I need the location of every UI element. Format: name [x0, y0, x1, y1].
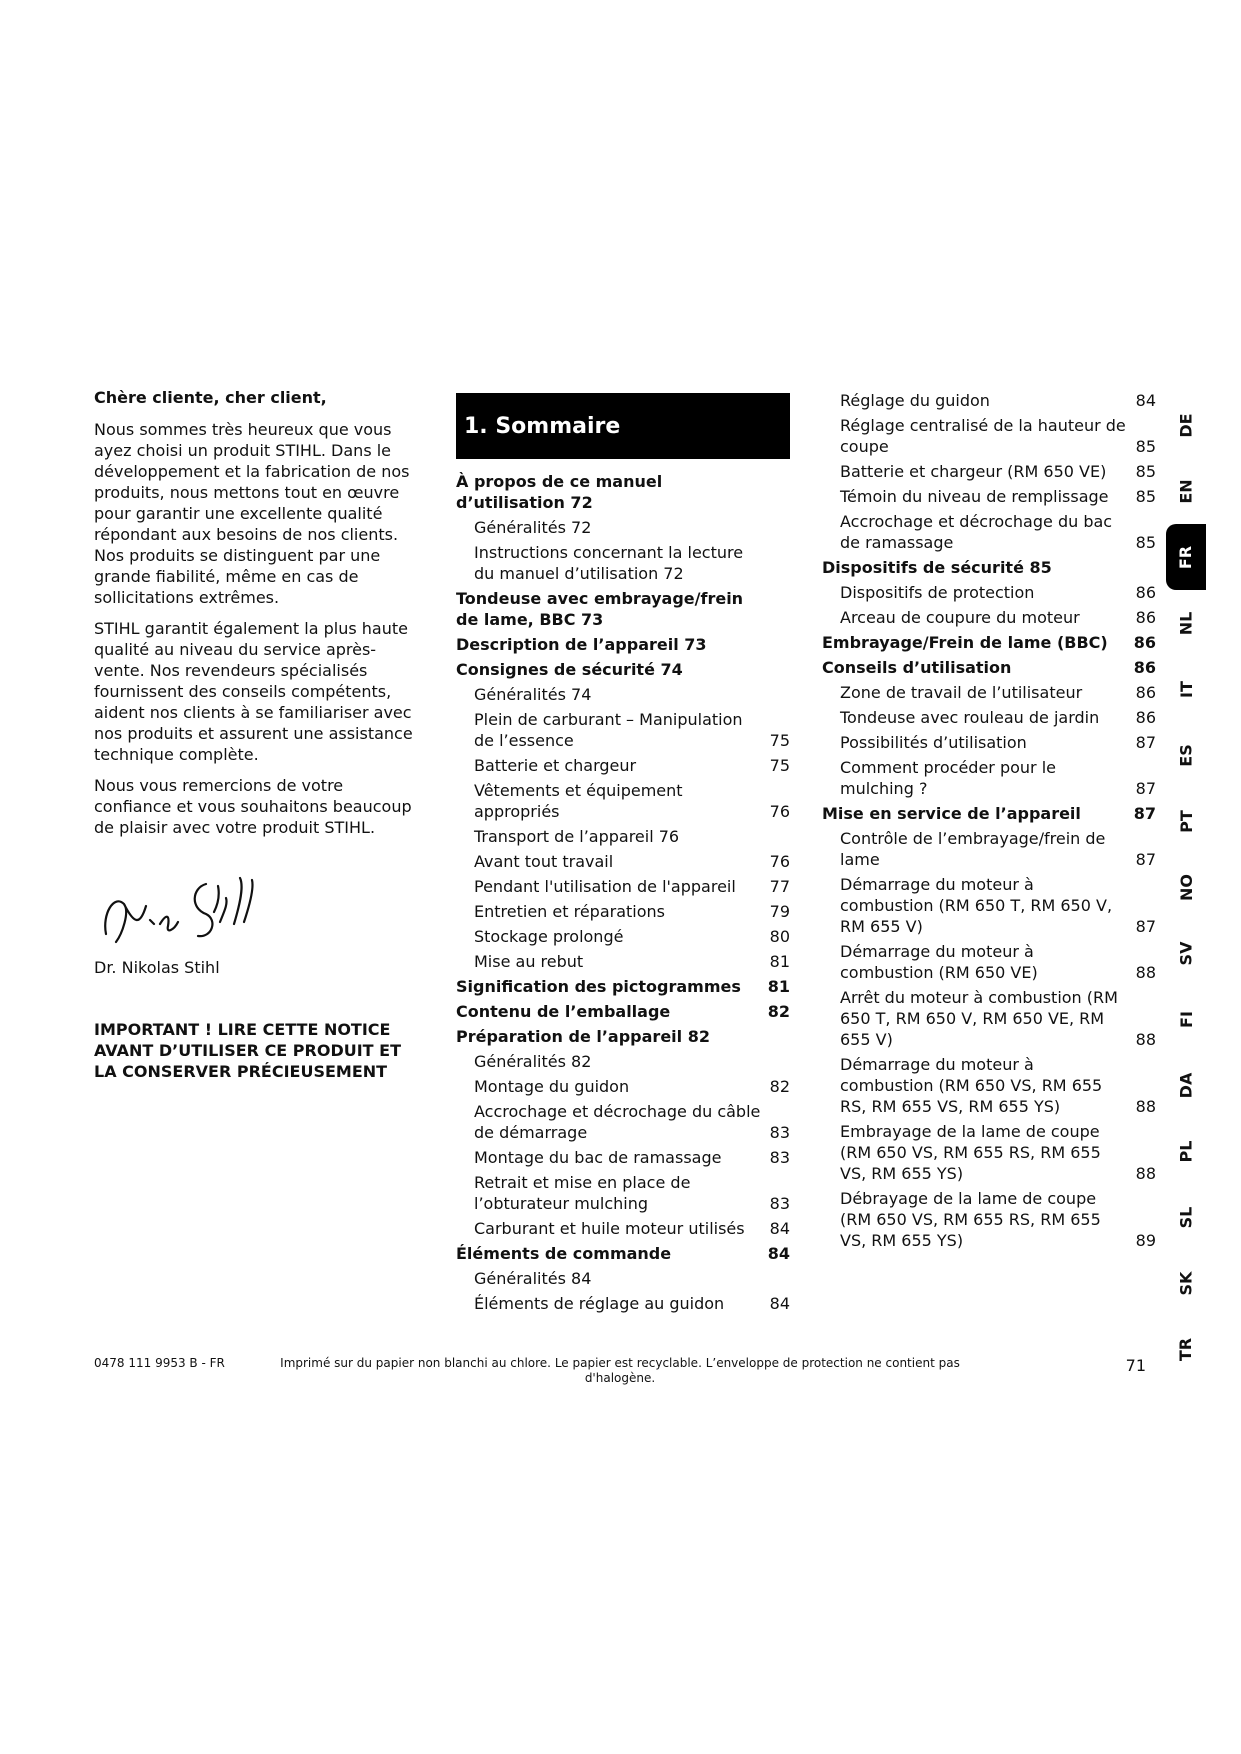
toc-entry[interactable]	[456, 517, 790, 538]
toc-entry-label: Retrait et mise en place de l’obturateur mulching	[474, 1173, 691, 1213]
toc-entry-page: 85	[1135, 462, 1156, 481]
toc-entry[interactable]	[456, 826, 790, 847]
language-tab-sv[interactable]	[1166, 920, 1206, 986]
language-tab-de[interactable]	[1166, 392, 1206, 458]
toc-entry-label: Accrochage et décrochage du bac de ramassage	[840, 512, 1113, 552]
toc-entry-label: Contrôle de l’embrayage/frein de lame	[840, 829, 1106, 869]
toc-entry-label: Conseils d’utilisation	[822, 658, 1012, 677]
language-tab-it[interactable]	[1166, 656, 1206, 722]
toc-entry-label: Entretien et réparations	[474, 902, 665, 921]
toc-entry-page: 77	[769, 877, 790, 896]
toc-entry[interactable]	[822, 390, 1156, 411]
letter-paragraph: Nous sommes très heureux que vous ayez choisi un produit STIHL. Dans le développement et la fabrication de nos produits, nous mettons tout en œuvre pour garantir une excellente qualité répondant aux besoins de nos clients. Nos produits se distinguent par une grande fiabilité, même en cas de sollicitations extrêmes.	[94, 420, 410, 607]
toc-entry-page: 79	[769, 902, 790, 921]
toc-entry[interactable]	[456, 709, 790, 751]
toc-entry-page: 87	[1135, 779, 1156, 798]
toc-entry-page: 86	[1135, 683, 1156, 702]
toc-entry-page: 84	[1135, 391, 1156, 410]
toc-entry[interactable]	[822, 874, 1156, 937]
toc-entry[interactable]	[456, 876, 790, 897]
toc-entry-page: 88	[1135, 1097, 1156, 1116]
toc-entry-page: 86	[1133, 658, 1156, 677]
toc-entry[interactable]	[822, 732, 1156, 753]
toc-entry-label: Mise au rebut	[474, 952, 584, 971]
language-tabs	[1166, 392, 1206, 1382]
language-tab-en[interactable]	[1166, 458, 1206, 524]
toc-entry-label: Stockage prolongé	[474, 927, 624, 946]
toc-entry[interactable]	[822, 1188, 1156, 1251]
document-code: 0478 111 9953 B - FR	[94, 1356, 225, 1370]
toc-entry[interactable]	[456, 1051, 790, 1072]
toc-entry-label: Transport de l’appareil 76	[474, 827, 680, 846]
toc-entry-page: 76	[769, 852, 790, 871]
toc-entry-label: Mise en service de l’appareil	[822, 804, 1081, 823]
language-tab-fr[interactable]	[1166, 524, 1206, 590]
toc-entry-page: 86	[1135, 608, 1156, 627]
toc-entry[interactable]	[456, 1076, 790, 1097]
toc-entry-label: Plein de carburant – Manipulation de l’essence	[474, 710, 743, 750]
toc-entry-label: Possibilités d’utilisation	[840, 733, 1027, 752]
toc-entry-page: 83	[769, 1123, 790, 1142]
toc-entry-label: Tondeuse avec rouleau de jardin	[840, 708, 1100, 727]
toc-entry[interactable]	[822, 415, 1156, 457]
toc-entry[interactable]	[822, 1121, 1156, 1184]
toc-entry[interactable]	[456, 780, 790, 822]
toc-entry-page: 86	[1133, 633, 1156, 652]
toc-entry-label: Réglage centralisé de la hauteur de coupe	[840, 416, 1126, 456]
language-tab-no[interactable]	[1166, 854, 1206, 920]
handwritten-signature	[94, 864, 264, 954]
toc-entry-label: Montage du guidon	[474, 1077, 630, 1096]
toc-entry[interactable]	[456, 1268, 790, 1289]
language-tab-label: SK	[1176, 1271, 1196, 1295]
language-tab-label: FR	[1176, 545, 1196, 569]
page-number: 71	[1125, 1356, 1146, 1375]
language-tab-label: DE	[1176, 412, 1196, 438]
toc-entry-label: Carburant et huile moteur utilisés	[474, 1219, 745, 1238]
toc-entry-page: 87	[1135, 733, 1156, 752]
toc-entry-page: 76	[769, 802, 790, 821]
toc-entry-label: Éléments de commande	[456, 1244, 672, 1263]
toc-title: 1. Sommaire	[456, 393, 790, 459]
toc-entry-label: Démarrage du moteur à combustion (RM 650 VE)	[840, 942, 1038, 982]
toc-entry[interactable]	[822, 657, 1156, 678]
signer-name: Dr. Nikolas Stihl	[94, 958, 220, 977]
language-tab-label: NO	[1176, 873, 1196, 901]
toc-entry[interactable]	[456, 851, 790, 872]
toc-column-1	[456, 393, 790, 1318]
language-tab-tr[interactable]	[1166, 1316, 1206, 1382]
language-tab-label: SV	[1176, 941, 1196, 965]
language-tab-sl[interactable]	[1166, 1184, 1206, 1250]
language-tab-nl[interactable]	[1166, 590, 1206, 656]
toc-entry-page: 82	[767, 1002, 790, 1021]
toc-entry-page: 86	[1135, 708, 1156, 727]
toc-entry-label: Généralités 82	[474, 1052, 592, 1071]
toc-entry-label: Montage du bac de ramassage	[474, 1148, 722, 1167]
toc-entry-label: Embrayage de la lame de coupe (RM 650 VS, RM 655 RS, RM 655 VS, RM 655 YS)	[840, 1122, 1101, 1183]
toc-entry[interactable]	[822, 682, 1156, 703]
toc-entry-page: 89	[1135, 1231, 1156, 1250]
toc-entry-label: Contenu de l’emballage	[456, 1002, 671, 1021]
toc-entry-label: Arrêt du moteur à combustion (RM 650 T, RM 650 V, RM 650 VE, RM 655 V)	[840, 988, 1118, 1049]
toc-entry-page: 85	[1135, 533, 1156, 552]
toc-entry-label: Pendant l'utilisation de l'appareil	[474, 877, 736, 896]
toc-entry[interactable]	[456, 684, 790, 705]
toc-entry-label: Signification des pictogrammes	[456, 977, 741, 996]
toc-entry[interactable]	[456, 1172, 790, 1214]
toc-entry-label: Démarrage du moteur à combustion (RM 650 VS, RM 655 RS, RM 655 VS, RM 655 YS)	[840, 1055, 1103, 1116]
toc-entry[interactable]	[822, 607, 1156, 628]
toc-entry[interactable]	[822, 803, 1156, 824]
toc-entry[interactable]	[822, 987, 1156, 1050]
toc-entry-page: 88	[1135, 1030, 1156, 1049]
toc-entry-page: 81	[769, 952, 790, 971]
toc-entry[interactable]	[456, 471, 790, 513]
toc-list-1	[456, 471, 790, 1314]
toc-entry-page: 86	[1135, 583, 1156, 602]
toc-entry-label: Instructions concernant la lecture du manuel d’utilisation 72	[474, 543, 744, 583]
toc-entry[interactable]	[456, 542, 790, 584]
toc-entry[interactable]	[822, 1054, 1156, 1117]
language-tab-pl[interactable]	[1166, 1118, 1206, 1184]
toc-entry[interactable]	[456, 659, 790, 680]
toc-entry-label: Généralités 74	[474, 685, 592, 704]
toc-entry[interactable]	[456, 926, 790, 947]
toc-entry-page: 84	[769, 1219, 790, 1238]
toc-entry-label: Avant tout travail	[474, 852, 614, 871]
toc-entry-label: Description de l’appareil 73	[456, 635, 707, 654]
letter-paragraph: STIHL garantit également la plus haute qualité au niveau du service après-vente. Nos revendeurs spécialisés fournissent des conseils compétents, aident nos clients à se familiariser avec nos produits et assurent une assistance technique complète.	[94, 619, 413, 764]
toc-entry-page: 84	[767, 1244, 790, 1263]
language-tab-label: NL	[1176, 611, 1196, 635]
toc-entry[interactable]	[456, 588, 790, 630]
toc-entry[interactable]	[456, 951, 790, 972]
toc-entry-label: Dispositifs de protection	[840, 583, 1035, 602]
toc-entry-label: Consignes de sécurité 74	[456, 660, 683, 679]
toc-entry-label: Vêtements et équipement appropriés	[474, 781, 683, 821]
language-tab-label: EN	[1176, 478, 1196, 504]
toc-entry-label: Généralités 72	[474, 518, 592, 537]
toc-entry-label: Dispositifs de sécurité 85	[822, 558, 1052, 577]
toc-entry[interactable]	[456, 1218, 790, 1239]
toc-column-2	[822, 390, 1156, 1255]
toc-entry-page: 85	[1135, 437, 1156, 456]
language-tab-label: ES	[1176, 743, 1196, 767]
toc-entry-label: Démarrage du moteur à combustion (RM 650 T, RM 650 V, RM 655 V)	[840, 875, 1113, 936]
toc-entry-page: 87	[1135, 917, 1156, 936]
toc-entry[interactable]	[456, 1001, 790, 1022]
important-notice: IMPORTANT ! LIRE CETTE NOTICE AVANT D’UTILISER CE PRODUIT ET LA CONSERVER PRÉCIEUSEMENT	[94, 1020, 402, 1081]
toc-entry-label: Préparation de l’appareil 82	[456, 1027, 710, 1046]
toc-entry[interactable]	[456, 1243, 790, 1264]
toc-entry[interactable]	[456, 634, 790, 655]
language-tab-label: DA	[1176, 1072, 1196, 1098]
toc-entry-label: Débrayage de la lame de coupe (RM 650 VS, RM 655 RS, RM 655 VS, RM 655 YS)	[840, 1189, 1101, 1250]
toc-entry[interactable]	[456, 1147, 790, 1168]
toc-entry[interactable]	[822, 486, 1156, 507]
toc-entry[interactable]	[822, 511, 1156, 553]
language-tab-label: SL	[1176, 1206, 1196, 1228]
toc-entry[interactable]	[822, 461, 1156, 482]
toc-entry[interactable]	[456, 1293, 790, 1314]
toc-entry-label: Comment procéder pour le mulching ?	[840, 758, 1056, 798]
toc-entry-page: 88	[1135, 1164, 1156, 1183]
toc-entry[interactable]	[822, 632, 1156, 653]
language-tab-label: IT	[1176, 680, 1196, 698]
toc-entry[interactable]	[822, 941, 1156, 983]
printing-note: Imprimé sur du papier non blanchi au chlore. Le papier est recyclable. L’enveloppe de protection ne contient pas d'halogène.	[280, 1356, 960, 1385]
toc-entry-page: 85	[1135, 487, 1156, 506]
toc-entry-label: Éléments de réglage au guidon	[474, 1294, 725, 1313]
language-tab-pt[interactable]	[1166, 788, 1206, 854]
toc-entry-label: À propos de ce manuel d’utilisation 72	[456, 472, 663, 512]
toc-entry-label: Témoin du niveau de remplissage	[840, 487, 1109, 506]
language-tab-label: PT	[1176, 809, 1196, 833]
toc-entry-page: 87	[1135, 850, 1156, 869]
language-tab-label: FI	[1176, 1010, 1196, 1028]
toc-entry[interactable]	[456, 755, 790, 776]
language-tab-da[interactable]	[1166, 1052, 1206, 1118]
toc-entry-page: 83	[769, 1148, 790, 1167]
toc-entry[interactable]	[456, 1101, 790, 1143]
toc-entry-page: 80	[769, 927, 790, 946]
toc-entry-page: 81	[767, 977, 790, 996]
toc-entry-label: Batterie et chargeur (RM 650 VE)	[840, 462, 1107, 481]
toc-entry-label: Embrayage/Frein de lame (BBC)	[822, 633, 1108, 652]
toc-entry-label: Tondeuse avec embrayage/frein de lame, BBC 73	[456, 589, 744, 629]
language-tab-label: TR	[1176, 1337, 1196, 1361]
toc-entry-label: Zone de travail de l’utilisateur	[840, 683, 1083, 702]
toc-entry[interactable]	[822, 828, 1156, 870]
toc-entry[interactable]	[456, 1026, 790, 1047]
toc-entry-page: 82	[769, 1077, 790, 1096]
letter-greeting: Chère cliente, cher client,	[94, 388, 327, 407]
toc-entry-page: 75	[769, 731, 790, 750]
language-tab-es[interactable]	[1166, 722, 1206, 788]
language-tab-fi[interactable]	[1166, 986, 1206, 1052]
letter-paragraph: Nous vous remercions de votre confiance et vous souhaitons beaucoup de plaisir avec votre produit STIHL.	[94, 776, 412, 837]
toc-entry-label: Réglage du guidon	[840, 391, 990, 410]
toc-entry-label: Accrochage et décrochage du câble de démarrage	[474, 1102, 761, 1142]
toc-entry[interactable]	[456, 976, 790, 997]
toc-entry-page: 87	[1133, 804, 1156, 823]
toc-list-2	[822, 390, 1156, 1251]
toc-entry[interactable]	[822, 707, 1156, 728]
toc-entry[interactable]	[822, 757, 1156, 799]
language-tab-sk[interactable]	[1166, 1250, 1206, 1316]
toc-entry[interactable]	[456, 901, 790, 922]
toc-entry-page: 84	[769, 1294, 790, 1313]
toc-entry-page: 88	[1135, 963, 1156, 982]
toc-entry-label: Généralités 84	[474, 1269, 592, 1288]
toc-entry-label: Batterie et chargeur	[474, 756, 637, 775]
toc-entry-page: 75	[769, 756, 790, 775]
toc-entry[interactable]	[822, 582, 1156, 603]
toc-entry-label: Arceau de coupure du moteur	[840, 608, 1080, 627]
toc-entry-page: 83	[769, 1194, 790, 1213]
letter	[94, 388, 424, 1082]
language-tab-label: PL	[1176, 1140, 1196, 1162]
toc-entry[interactable]	[822, 557, 1156, 578]
